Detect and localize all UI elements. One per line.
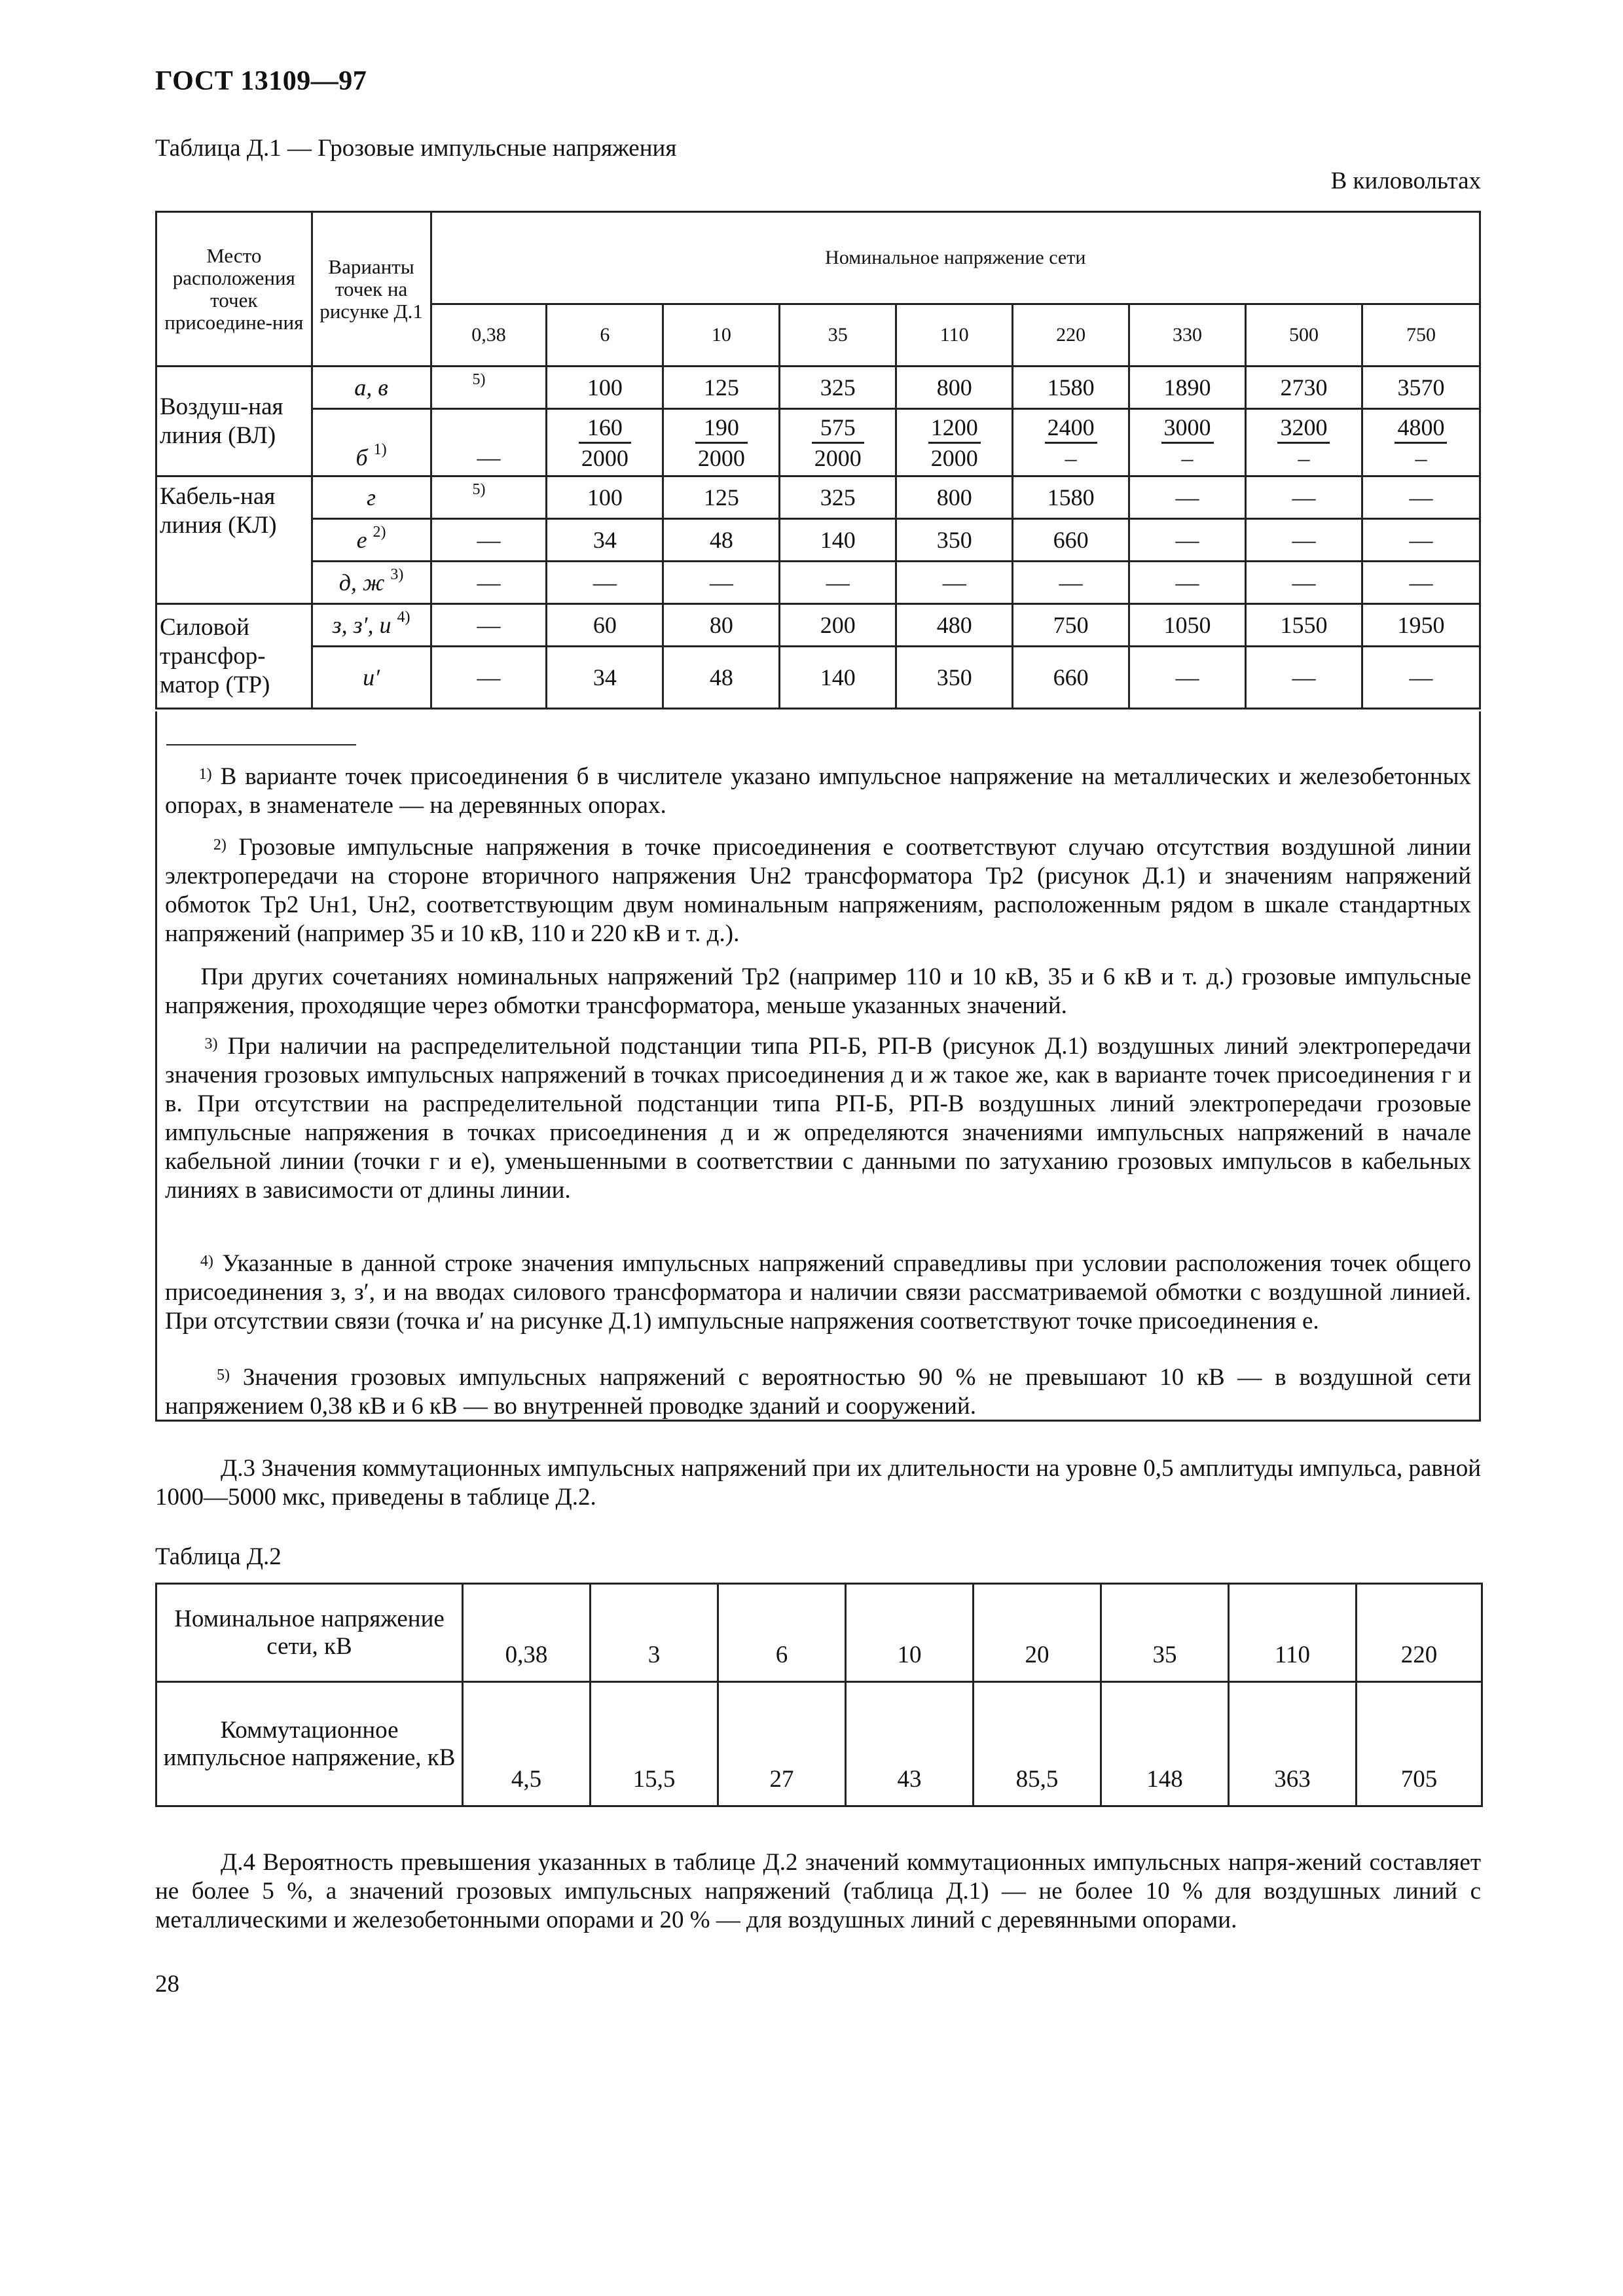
- table-row: [156, 1682, 1482, 1806]
- voltage-col: 35: [780, 304, 896, 367]
- paragraph-d4: Д.4 Вероятность превышения указанных в таблице Д.2 значений коммутационных импульсных напря-жений составляет не более 5 %, а значений грозовых импульсных напряжений (таблица Д.1) — не более 10 % для воздушных линий с металлическими и железобетонными опорами и 20 % — для воздушных линий с деревянными опорами.: [155, 1849, 1481, 1933]
- fraction-cell: $\frac{190}{2000}$: [663, 409, 780, 476]
- header-variants: Варианты точек на рисунке Д.1: [312, 212, 431, 367]
- value-cell: 100: [547, 367, 663, 409]
- value-cell: —: [1246, 647, 1362, 709]
- fraction-cell: $\frac{3000}{-}$: [1129, 409, 1246, 476]
- group-overhead-line: Воздуш-ная линия (ВЛ): [156, 367, 312, 476]
- page-number: 28: [155, 1971, 179, 1998]
- value-cell: —: [1362, 562, 1480, 604]
- footnote-2-continued: При других сочетаниях номинальных напряжений Тр2 (например 110 и 10 кВ, 35 и 6 кВ и т. д.) грозовые импульсные напряжения, проходящие через обмотки трансформатора, меньше указанных значений.: [165, 963, 1471, 1019]
- value-cell: —: [1129, 647, 1246, 709]
- value-cell: —: [780, 562, 896, 604]
- footnote-2: $^{2)}$ Грозовые импульсные напряжения в точке присоединения е соответствуют случаю отсутствия воздушной линии электропередачи на стороне вторичного напряжения Uн2 трансформатора Тр2 (рисунок Д.1) и значениям напряжений обмоток Тр2 Uн1, Uн2, соответствующим двум номинальным напряжениям, расположенным рядом в шкале стандартных напряжений (например 35 и 10 кВ, 110 и 220 кВ и т. д.).: [165, 834, 1472, 947]
- value-cell: —: [431, 519, 547, 562]
- value-cell: —: [663, 562, 780, 604]
- value-cell: 750: [1013, 604, 1129, 647]
- value-cell: 350: [896, 519, 1013, 562]
- table1-notes: [155, 711, 1481, 1422]
- value-cell: —: [896, 562, 1013, 604]
- value-cell: —: [1013, 562, 1129, 604]
- value-cell: 1050: [1129, 604, 1246, 647]
- value-cell: —: [1362, 647, 1480, 709]
- value-cell: 148: [1101, 1682, 1229, 1806]
- value-cell: —: [431, 647, 547, 709]
- variant-cell: е $^{2)}$: [312, 519, 431, 562]
- value-cell: 1580: [1013, 476, 1129, 519]
- variant-cell: д, ж $^{3)}$: [312, 562, 431, 604]
- value-cell: 800: [896, 367, 1013, 409]
- table1-units: В киловольтах: [1330, 168, 1481, 194]
- footnote-5: $^{5)}$ Значения грозовых импульсных напряжений с вероятностью 90 % не превышают 10 кВ — в воздушной сети напряжением 0,38 кВ и 6 кВ — во внутренней проводке зданий и сооружений.: [165, 1364, 1472, 1420]
- row-label-nominal: Номинальное напряжение сети, кВ: [156, 1584, 463, 1682]
- value-cell: 3570: [1362, 367, 1480, 409]
- value-cell: 1890: [1129, 367, 1246, 409]
- value-cell: 48: [663, 647, 780, 709]
- value-cell: 10: [846, 1584, 974, 1682]
- footnote-rule: [166, 744, 356, 745]
- value-cell: 35: [1101, 1584, 1229, 1682]
- value-cell: 350: [896, 647, 1013, 709]
- value-cell: 480: [896, 604, 1013, 647]
- group-cable-line: Кабель-ная линия (КЛ): [156, 476, 312, 604]
- header-place: Место расположения точек присоедине-ния: [156, 212, 312, 367]
- value-cell: 800: [896, 476, 1013, 519]
- value-cell: —: [547, 562, 663, 604]
- value-cell: 34: [547, 647, 663, 709]
- document-code: ГОСТ 13109—97: [155, 66, 367, 96]
- value-cell: 325: [780, 367, 896, 409]
- value-cell: —: [431, 562, 547, 604]
- footnote-1: $^{1)}$ В варианте точек присоединения б в числителе указано импульсное напряжение на металлических и железобетонных опорах, в знаменателе — на деревянных опорах.: [165, 763, 1472, 819]
- note-mark: 5): [472, 371, 486, 388]
- variant-cell: и′: [312, 647, 431, 709]
- voltage-col: 110: [896, 304, 1013, 367]
- value-cell: 2730: [1246, 367, 1362, 409]
- value-cell: 4,5: [463, 1682, 591, 1806]
- value-cell: 140: [780, 647, 896, 709]
- table-row: [156, 647, 1480, 709]
- value-cell: 0,38: [463, 1584, 591, 1682]
- table-row: [156, 409, 1480, 476]
- voltage-col: 6: [547, 304, 663, 367]
- value-cell: 43: [846, 1682, 974, 1806]
- paragraph-d3: Д.3 Значения коммутационных импульсных напряжений при их длительности на уровне 0,5 амплитуды импульса, равной 1000—5000 мкс, приведены в таблице Д.2.: [155, 1455, 1481, 1511]
- fraction-cell: $\frac{160}{2000}$: [547, 409, 663, 476]
- value-cell: 27: [718, 1682, 846, 1806]
- table-row: [156, 519, 1480, 562]
- table-row: [156, 476, 1480, 519]
- value-cell: 363: [1229, 1682, 1357, 1806]
- value-cell: 125: [663, 476, 780, 519]
- value-cell: 1950: [1362, 604, 1480, 647]
- value-cell: 110: [1229, 1584, 1357, 1682]
- value-cell: 1580: [1013, 367, 1129, 409]
- value-cell: —: [1129, 519, 1246, 562]
- table2-caption: Таблица Д.2: [155, 1543, 282, 1570]
- row-label-switching: Коммутационное импульсное напряжение, кВ: [156, 1682, 463, 1806]
- value-cell: 80: [663, 604, 780, 647]
- footnote-4: $^{4)}$ Указанные в данной строке значения импульсных напряжений справедливы при условии расположения точек общего присоединения з, з′, и на вводах силового трансформатора и наличии связи рассматриваемой обмотки с воздушной линией. При отсутствии связи (точка и′ на рисунке Д.1) импульсные напряжения соответствуют точке присоединения е.: [165, 1250, 1472, 1335]
- switching-voltage-table: [155, 1583, 1483, 1807]
- header-nominal-voltage: Номинальное напряжение сети: [431, 212, 1480, 304]
- value-cell: —: [1246, 562, 1362, 604]
- value-cell: 15,5: [591, 1682, 718, 1806]
- fraction-cell: $\frac{575}{2000}$: [780, 409, 896, 476]
- table-row: [156, 1584, 1482, 1682]
- superscript-cell: [431, 367, 547, 409]
- value-cell: 140: [780, 519, 896, 562]
- value-cell: —: [1362, 519, 1480, 562]
- value-cell: 100: [547, 476, 663, 519]
- table-row: [156, 562, 1480, 604]
- footnote-3: $^{3)}$ При наличии на распределительной подстанции типа РП-Б, РП-В (рисунок Д.1) воздушных линий электропередачи значения грозовых импульсных напряжений в точках присоединения д и ж такое же, как в варианте точек присоединения г и в. При отсутствии на распределительной подстанции типа РП-Б, РП-В воздушных линий электропередачи грозовые импульсные напряжения в точках присоединения д и ж определяются значениями импульсных напряжений в начале кабельной линии (точки г и е), уменьшенными в соответствии с данными по затуханию грозовых импульсов в кабельных линиях в зависимости от длины линии.: [165, 1033, 1472, 1204]
- voltage-col: 750: [1362, 304, 1480, 367]
- value-cell: 1550: [1246, 604, 1362, 647]
- value-cell: 85,5: [974, 1682, 1101, 1806]
- table1-caption: Таблица Д.1 — Грозовые импульсные напряжения: [155, 135, 677, 162]
- variant-cell: г: [312, 476, 431, 519]
- value-cell: —: [1246, 476, 1362, 519]
- value-cell: 20: [974, 1584, 1101, 1682]
- fraction-cell: $\frac{2400}{-}$: [1013, 409, 1129, 476]
- value-cell: —: [1129, 562, 1246, 604]
- value-cell: 200: [780, 604, 896, 647]
- value-cell: —: [1246, 519, 1362, 562]
- note-mark: 5): [472, 481, 486, 498]
- voltage-col: 500: [1246, 304, 1362, 367]
- value-cell: —: [431, 409, 547, 476]
- value-cell: —: [1129, 476, 1246, 519]
- fraction-cell: $\frac{4800}{-}$: [1362, 409, 1480, 476]
- value-cell: 660: [1013, 647, 1129, 709]
- value-cell: 325: [780, 476, 896, 519]
- voltage-col: 330: [1129, 304, 1246, 367]
- value-cell: 660: [1013, 519, 1129, 562]
- table-row: [156, 604, 1480, 647]
- value-cell: 125: [663, 367, 780, 409]
- value-cell: 705: [1357, 1682, 1482, 1806]
- fraction-cell: $\frac{1200}{2000}$: [896, 409, 1013, 476]
- voltage-col: 0,38: [431, 304, 547, 367]
- value-cell: 220: [1357, 1584, 1482, 1682]
- lightning-voltage-table: [155, 211, 1481, 709]
- group-power-transformer: Силовой трансфор-матор (ТР): [156, 604, 312, 709]
- variant-cell: б $^{1)}$: [312, 409, 431, 476]
- value-cell: 3: [591, 1584, 718, 1682]
- fraction-cell: $\frac{3200}{-}$: [1246, 409, 1362, 476]
- table-row: [156, 367, 1480, 409]
- value-cell: —: [1362, 476, 1480, 519]
- voltage-col: 10: [663, 304, 780, 367]
- variant-cell: а, в: [312, 367, 431, 409]
- value-cell: 60: [547, 604, 663, 647]
- superscript-cell: [431, 476, 547, 519]
- voltage-col: 220: [1013, 304, 1129, 367]
- value-cell: 34: [547, 519, 663, 562]
- variant-cell: з, з′, и $^{4)}$: [312, 604, 431, 647]
- value-cell: 6: [718, 1584, 846, 1682]
- value-cell: 48: [663, 519, 780, 562]
- value-cell: —: [431, 604, 547, 647]
